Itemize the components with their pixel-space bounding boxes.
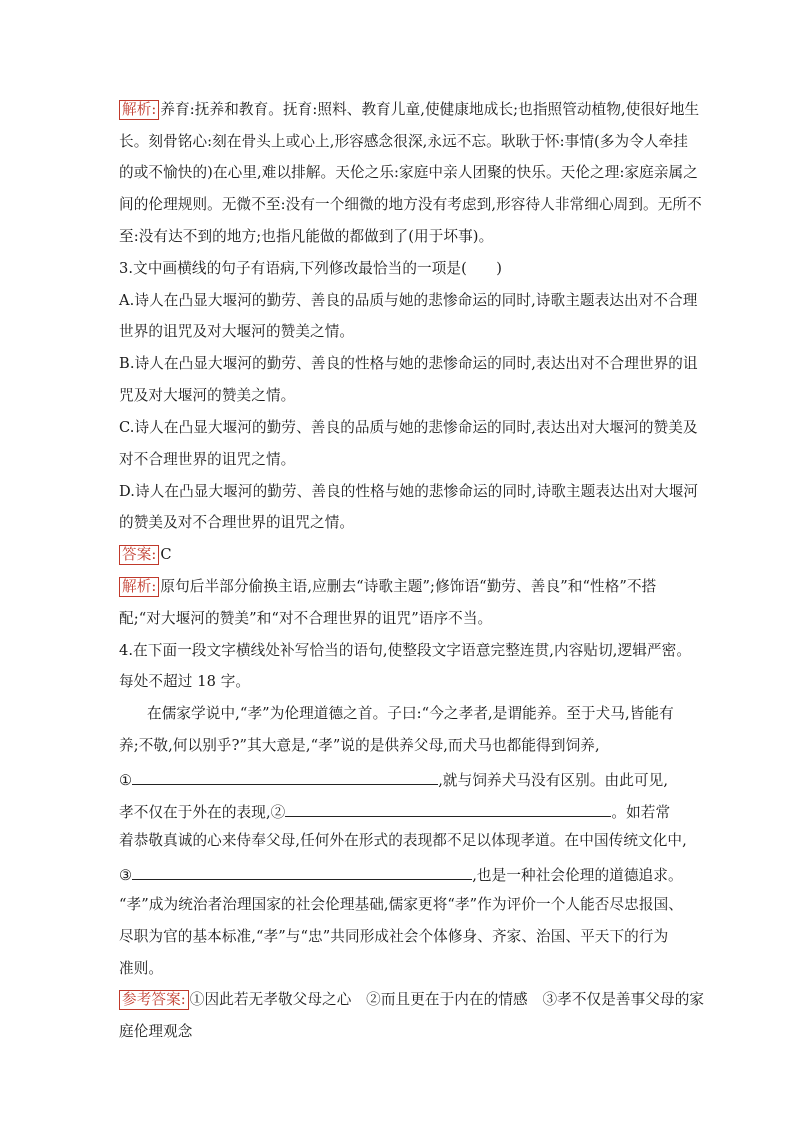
- q2-analysis-line-3: 的或不愉快的)在心里,难以排解。天伦之乐:家庭中亲人团聚的快乐。天伦之理:家庭亲属之: [119, 164, 698, 181]
- q4-passage-line-2: 养;不敬,何以别乎?”其大意是,“孝”说的是供养父母,而犬马也都能得到饲养,: [119, 737, 600, 754]
- analysis-tag: 解析:: [119, 100, 159, 120]
- q4-passage-line-8: 尽职为官的基本标准,“孝”与“忠”共同形成社会个体修身、齐家、治国、平天下的行为: [119, 928, 669, 945]
- q3-option-a-line-1: A.诗人在凸显大堰河的勤劳、善良的品质与她的悲惨命运的同时,诗歌主题表达出对不合理: [119, 292, 698, 309]
- q4-passage-line-9: 准则。: [119, 960, 164, 977]
- q4-reference-answer-line-1: 参考答案: ①因此若无孝敬父母之心 ②而且更在于内在的情感 ③孝不仅是善事父母的家: [119, 990, 704, 1010]
- blank-2[interactable]: [285, 800, 611, 817]
- blank-1[interactable]: [132, 768, 438, 785]
- q4-passage-line-1: 在儒家学说中,“孝”为伦理道德之首。子曰:“今之孝者,是谓能养。至于犬马,皆能有: [147, 705, 674, 722]
- q3-answer: [119, 545, 172, 565]
- q4-stem-line-2: 每处不超过 18 字。: [119, 673, 251, 690]
- q3-analysis-line-2: 配;“对大堰河的赞美”和“对不合理世界的诅咒”语序不当。: [119, 610, 493, 627]
- q2-analysis-line-5: 至:没有达不到的地方;也指凡能做的都做到了(用于坏事)。: [119, 228, 494, 245]
- q2-analysis-line-4: 间的伦理规则。无微不至:没有一个细微的地方没有考虑到,形容待人非常细心周到。无所不: [119, 196, 702, 213]
- blank-3[interactable]: [132, 863, 472, 880]
- q3-option-a-line-2: 世界的诅咒及对大堰河的赞美之情。: [119, 323, 355, 340]
- q3-option-c-line-2: 对不合理世界的诅咒之情。: [119, 451, 296, 468]
- q4-passage-line-5: 着恭敬真诚的心来侍奉父母,任何外在形式的表现都不足以体现孝道。在中国传统文化中,: [119, 832, 687, 849]
- q2-analysis-line-1: 解析: 养育:抚养和教育。抚育:照料、教育儿童,使健康地成长;也指照管动植物,使很好地生: [119, 100, 699, 120]
- q3-option-b-line-1: B.诗人在凸显大堰河的勤劳、善良的性格与她的悲惨命运的同时,表达出对不合理世界的诅: [119, 355, 698, 372]
- q4-passage-line-7: “孝”成为统治者治理国家的社会伦理基础,儒家更将“孝”作为评价一个人能否尽忠报国、: [119, 896, 683, 913]
- q4-stem-line-1: 4.在下面一段文字横线处补写恰当的语句,使整段文字语意完整连贯,内容贴切,逻辑严密。: [119, 642, 692, 659]
- blank-1-number: ①: [119, 772, 133, 789]
- q4-passage-line-4: 孝不仅在于外在的表现,② 。如若常: [119, 800, 670, 823]
- q4-passage-line-6: ③ ,也是一种社会伦理的道德追求。: [119, 863, 683, 886]
- blank-3-number: ③: [119, 867, 133, 884]
- q3-option-d-line-1: D.诗人在凸显大堰河的勤劳、善良的性格与她的悲惨命运的同时,诗歌主题表达出对大堰河: [119, 483, 699, 500]
- analysis-tag: 解析:: [119, 577, 159, 597]
- q4-reference-answer-line-2: 庭伦理观念: [119, 1023, 193, 1040]
- q2-analysis-line-2: 长。刻骨铭心:刻在骨头上或心上,形容感念很深,永远不忘。耿耿于怀:事情(多为令人牵挂: [119, 133, 688, 150]
- q3-analysis-line-1: 解析: 原句后半部分偷换主语,应删去“诗歌主题”;修饰语“勤劳、善良”和“性格”不搭: [119, 577, 656, 597]
- q3-option-d-line-2: 的赞美及对不合理世界的诅咒之情。: [119, 514, 355, 531]
- q3-stem: 3.文中画横线的句子有语病,下列修改最恰当的一项是( ): [119, 260, 503, 277]
- answer-tag: 答案:: [119, 545, 159, 565]
- q3-option-c-line-1: C.诗人在凸显大堰河的勤劳、善良的品质与她的悲惨命运的同时,表达出对大堰河的赞美及: [119, 419, 698, 436]
- q4-passage-line-3: ① ,就与饲养犬马没有区别。由此可见,: [119, 768, 668, 791]
- answer-value: C: [160, 546, 172, 563]
- reference-answer-tag: 参考答案:: [119, 990, 189, 1010]
- q3-option-b-line-2: 咒及对大堰河的赞美之情。: [119, 387, 296, 404]
